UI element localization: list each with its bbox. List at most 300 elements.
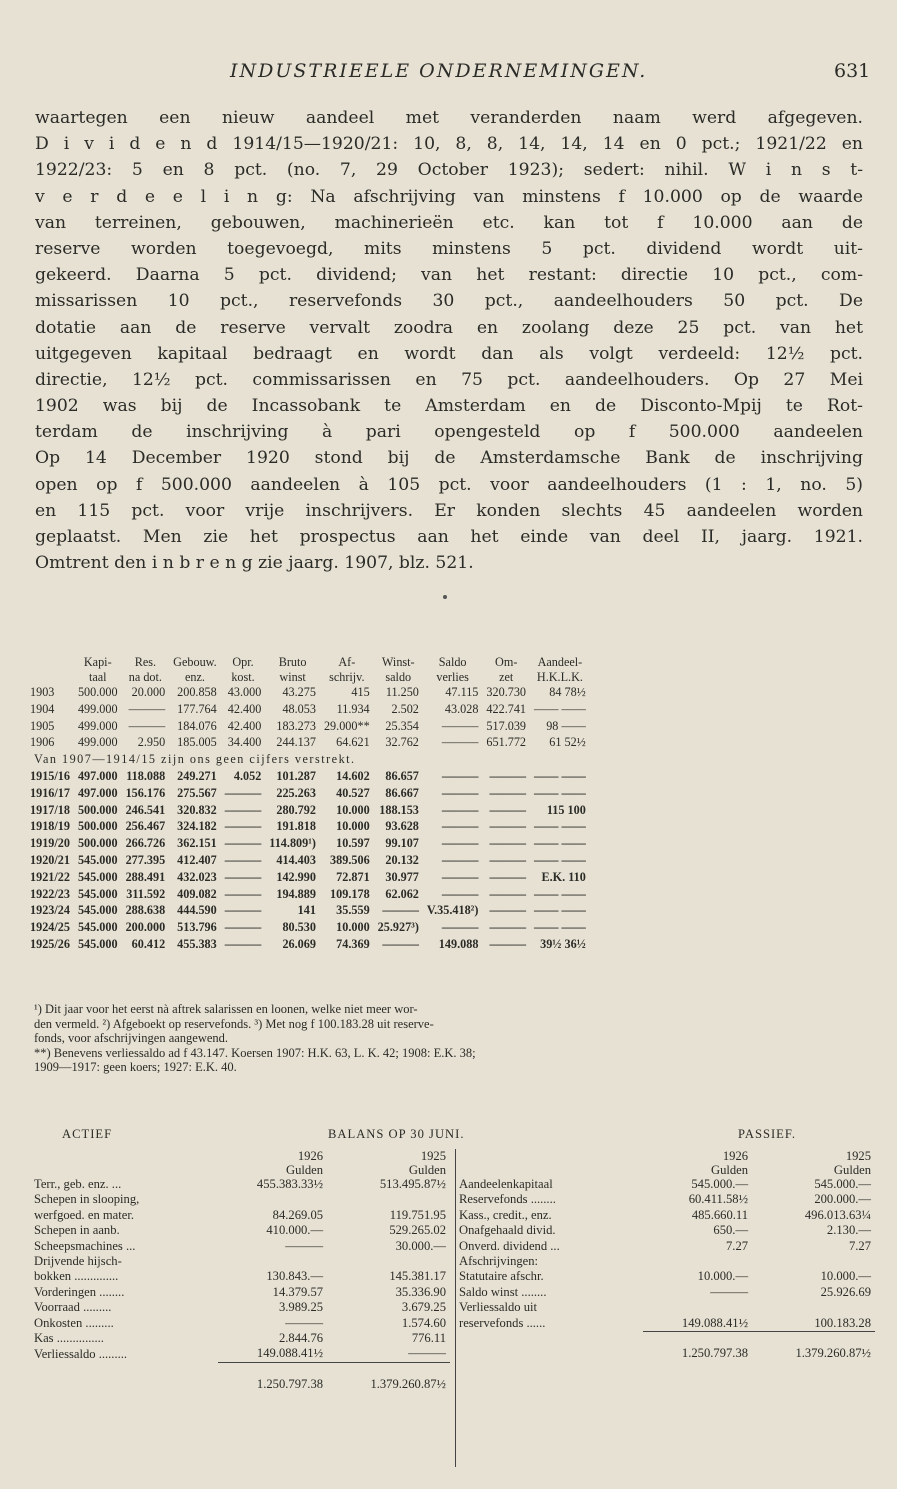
table-row	[30, 919, 590, 936]
text-line: Op 14 December 1920 stond bij de Amsterdamsche Bank de inschrijving	[35, 448, 863, 469]
table-row	[30, 818, 590, 835]
table-cell: ———	[441, 768, 479, 783]
balance-amount: 14.379.57	[272, 1284, 324, 1299]
table-cell: 444.590	[177, 903, 217, 918]
table-cell: 545.000	[77, 920, 118, 935]
text-line: reserve worden toegevoegd, mits minstens 5 pct. dividend wordt uit-	[35, 238, 863, 259]
table-row	[30, 936, 590, 953]
table-cell: 86.667	[385, 785, 419, 800]
year-cell: 1906	[30, 735, 55, 750]
balance-label: Saldo winst ........	[459, 1284, 547, 1299]
table-cell: 517.039	[486, 718, 527, 733]
balance-amount: 35.336.90	[395, 1284, 446, 1299]
year-cell: 1925/26	[30, 936, 70, 951]
balance-amount: 60.411.58½	[688, 1192, 749, 1207]
table-cell: 10.597	[336, 836, 370, 851]
table-cell: 10.000	[336, 802, 370, 817]
text-line: uitgegeven kapitaal bedraagt en wordt dan als volgt verdeeld: 12½ pct.	[35, 343, 863, 364]
balance-label: Scheepsmachines ...	[34, 1238, 136, 1253]
table-cell: 266.726	[125, 836, 166, 851]
balance-amount	[643, 1254, 752, 1269]
table-cell: 2.502	[391, 701, 419, 716]
balance-amount: 7.27	[726, 1238, 749, 1253]
balance-amount: 149.088.41½	[256, 1346, 324, 1361]
table-cell: 497.000	[77, 785, 118, 800]
table-cell: ———	[441, 886, 479, 901]
table-cell: 25.927³)	[377, 920, 419, 935]
balance-label: werfgoed. en mater.	[34, 1207, 135, 1222]
table-cell: 545.000	[77, 936, 118, 951]
table-cell: ———	[489, 869, 527, 884]
table-cell: 280.792	[276, 802, 316, 817]
table-cell: 500.000	[77, 802, 118, 817]
table-gap-row	[30, 751, 590, 768]
text-line: 1902 was bij de Incassobank te Amsterdam en de Disconto-Mpij te Rot-	[35, 396, 863, 417]
table-cell: 114.809¹)	[269, 836, 316, 851]
balance-row	[455, 1285, 875, 1300]
table-cell: ———	[489, 768, 527, 783]
table-cell: 26.069	[282, 936, 316, 951]
table-row	[30, 835, 590, 852]
table-cell: 320.832	[177, 802, 217, 817]
balance-amount: 545.000.—	[814, 1177, 871, 1191]
balance-row	[30, 1316, 450, 1331]
year-cell: 1924/25	[30, 920, 70, 935]
balance-sheet	[30, 1127, 870, 1392]
table-cell: 184.076	[177, 718, 217, 733]
table-cell: ———	[224, 852, 262, 867]
table-cell: ———	[441, 718, 479, 733]
table-cell: 194.889	[276, 886, 316, 901]
balance-label: Verliessaldo uit	[459, 1300, 537, 1315]
table-cell: 98 ——	[546, 718, 586, 733]
balance-label: Kass., credit., enz.	[459, 1207, 552, 1222]
table-cell: 86.657	[385, 768, 419, 783]
table-cell: 545.000	[77, 852, 118, 867]
balance-amount: 545.000.—	[691, 1177, 749, 1191]
table-cell: 185.005	[177, 735, 217, 750]
balance-label: Voorraad .........	[34, 1300, 112, 1315]
table-cell: 256.467	[125, 819, 166, 834]
col-header: Kapi- taal	[83, 655, 112, 684]
table-cell: 499.000	[77, 701, 118, 716]
table-cell: 20.132	[385, 852, 419, 867]
table-cell: 149.088	[438, 936, 479, 951]
table-cell: 275.567	[177, 785, 217, 800]
balance-row	[455, 1177, 875, 1192]
table-cell: 20.000	[131, 685, 166, 699]
table-cell: 422.741	[486, 701, 527, 716]
table-cell: 200.000	[125, 920, 166, 935]
table-cell: 545.000	[77, 886, 118, 901]
balance-row	[30, 1346, 450, 1362]
table-header-row	[30, 655, 590, 684]
table-cell: ———	[224, 920, 262, 935]
balance-row	[455, 1254, 875, 1269]
passief-heading: PASSIEF.	[738, 1127, 796, 1141]
text-line: dotatie aan de reserve vervalt zoodra en zoolang deze 25 pct. van het	[35, 317, 863, 338]
table-cell: 362.151	[177, 836, 217, 851]
table-cell: 324.182	[177, 819, 217, 834]
balance-label: reservefonds ......	[459, 1315, 546, 1330]
table-cell: ———	[224, 886, 262, 901]
table-cell: 101.287	[276, 768, 316, 783]
table-cell: 200.858	[177, 685, 217, 699]
table-cell: ———	[224, 785, 262, 800]
text-line: Omtrent den i n b r e n g zie jaarg. 1907, blz. 521.	[35, 553, 474, 574]
year-cell: 1919/20	[30, 836, 70, 851]
table-cell: ———	[489, 936, 527, 951]
text-line: en 115 pct. voor vrije inschrijvers. Er konden slechts 45 aandeelen worden	[35, 500, 863, 521]
balance-label: Drijvende hijsch-	[34, 1254, 122, 1269]
year-cell: 1921/22	[30, 869, 70, 884]
balance-amount	[752, 1300, 875, 1315]
balance-amount: 10.000.—	[820, 1269, 871, 1284]
year-cell: 1923/24	[30, 903, 70, 918]
table-cell: ———	[489, 802, 527, 817]
table-cell: 35.559	[336, 903, 370, 918]
table-cell: 30.977	[385, 869, 419, 884]
table-cell: 42.400	[227, 718, 262, 733]
text-line: v e r d e e l i n g: Na afschrijving van minstens f 10.000 op de waarde	[35, 186, 863, 207]
balance-amount: 455.383.33½	[256, 1177, 324, 1191]
col-header: Om- zet	[495, 655, 518, 684]
footnote-line: fonds, voor afschrijvingen aangewend.	[34, 1031, 229, 1046]
table-cell: 499.000	[77, 718, 118, 733]
balance-row	[455, 1300, 875, 1315]
unit-header: Gulden	[833, 1163, 871, 1177]
table-row	[30, 768, 590, 785]
table-cell: 11.250	[385, 685, 419, 699]
balance-amount: 30.000.—	[395, 1238, 446, 1253]
balance-row	[30, 1331, 450, 1346]
table-cell: ———	[489, 886, 527, 901]
table-cell: ———	[489, 785, 527, 800]
balance-total: 1.379.260.87½	[752, 1332, 875, 1362]
col-header: Res. na dot.	[128, 655, 162, 684]
table-cell: 156.176	[125, 785, 166, 800]
balance-row	[30, 1223, 450, 1238]
balance-label: Aandeelenkapitaal	[459, 1177, 553, 1191]
table-cell: 497.000	[77, 768, 118, 783]
balance-amount: 410.000.—	[266, 1223, 324, 1238]
table-cell: 48.053	[282, 701, 316, 716]
text-line: D i v i d e n d 1914/15—1920/21: 10, 8, 8, 14, 14, 14 en 0 pct.; 1921/22 en	[35, 134, 863, 155]
table-cell: ———	[224, 802, 262, 817]
text-line: open op f 500.000 aandeelen à 105 pct. voor aandeelhouders (1 : 1, no. 5)	[35, 474, 863, 495]
table-row	[30, 802, 590, 819]
table-cell: ———	[441, 802, 479, 817]
table-cell: ———	[441, 869, 479, 884]
balance-label: bokken ..............	[34, 1269, 119, 1284]
table-cell: 246.541	[125, 802, 166, 817]
balance-amount: 7.27	[848, 1238, 871, 1253]
table-cell: 288.491	[125, 869, 166, 884]
table-cell: 47.115	[445, 685, 479, 699]
table-cell: 432.023	[177, 869, 217, 884]
footnote-line: 1909—1917: geen koers; 1927: E.K. 40.	[34, 1060, 237, 1075]
table-cell: ———	[128, 718, 166, 733]
balance-total-row	[455, 1332, 875, 1362]
year-cell: 1903	[30, 685, 55, 699]
table-cell: —— ——	[534, 836, 586, 851]
table-cell: 10.000	[336, 819, 370, 834]
table-cell: 115 100	[546, 802, 586, 817]
table-cell: ———	[441, 852, 479, 867]
table-cell: 34.400	[227, 735, 262, 750]
balance-amount: 650.—	[713, 1223, 749, 1238]
text-line: directie, 12½ pct. commissarissen en 75 pct. aandeelhouders. Op 27 Mei	[35, 369, 863, 390]
table-cell: ———	[382, 936, 419, 951]
table-row	[30, 718, 590, 735]
year-header: 1925	[845, 1149, 871, 1163]
col-header: Winst- saldo	[381, 655, 415, 684]
table-cell: 74.369	[336, 936, 370, 951]
year-header: 1926	[297, 1149, 324, 1163]
table-cell: 545.000	[77, 869, 118, 884]
table-cell: ———	[489, 819, 527, 834]
balance-label: Verliessaldo .........	[34, 1346, 128, 1361]
table-cell: ———	[224, 903, 262, 918]
text-line: missarissen 10 pct., reservefonds 30 pct., aandeelhouders 50 pct. De	[35, 291, 863, 312]
balance-amount: 1.574.60	[401, 1315, 446, 1330]
balance-amount: ———	[285, 1238, 324, 1253]
table-cell: 320.730	[486, 685, 527, 699]
balance-amount: ———	[710, 1284, 749, 1299]
footnote-line: **) Benevens verliessaldo ad f 43.147. Koersen 1907: H.K. 63, L. K. 42; 1908: E.K. 38;	[34, 1045, 476, 1060]
table-cell: 500.000	[77, 836, 118, 851]
balance-label: Statutaire afschr.	[459, 1269, 544, 1284]
table-cell: 183.273	[276, 718, 316, 733]
balance-amount: 529.265.02	[389, 1223, 446, 1238]
table-cell: ———	[224, 869, 262, 884]
table-cell: —— ——	[534, 785, 586, 800]
table-cell: 191.818	[276, 819, 316, 834]
balance-amount: 100.183.28	[814, 1315, 871, 1330]
text-line: terdam de inschrijving à pari opengesteld op f 500.000 aandeelen	[35, 422, 863, 443]
balance-label: Onkosten .........	[34, 1315, 114, 1330]
year-cell: 1916/17	[30, 785, 70, 800]
table-cell: —— ——	[534, 886, 586, 901]
table-cell: —— ——	[534, 903, 586, 918]
table-cell: V.35.418²)	[426, 903, 479, 918]
table-cell: ———	[441, 836, 479, 851]
table-cell: 414.403	[276, 852, 316, 867]
balance-total-row	[30, 1362, 450, 1392]
table-cell: 455.383	[177, 936, 217, 951]
actief-heading: ACTIEF	[62, 1127, 113, 1141]
balance-amount	[218, 1254, 327, 1269]
table-cell: 412.407	[177, 852, 217, 867]
footnote-line: ¹) Dit jaar voor het eerst nà aftrek salarissen en loonen, welke niet meer wor-	[34, 1002, 418, 1016]
balance-row	[30, 1254, 450, 1269]
table-cell: —— ——	[534, 852, 586, 867]
table-cell: 61 52½	[549, 735, 586, 750]
balance-amount: 2.130.—	[826, 1223, 871, 1238]
table-cell: 80.530	[282, 920, 316, 935]
col-header: Saldo verlies	[436, 655, 469, 684]
table-cell: ———	[441, 819, 479, 834]
table-cell: ———	[382, 903, 419, 918]
balance-total: 1.250.797.38	[218, 1362, 327, 1392]
balance-amount	[643, 1300, 752, 1315]
table-cell: —— ——	[534, 701, 586, 716]
balance-amount	[752, 1254, 875, 1269]
table-cell: ———	[441, 920, 479, 935]
table-cell: 288.638	[125, 903, 166, 918]
col-header: Af- schrijv.	[329, 655, 365, 684]
table-cell: ———	[128, 701, 166, 716]
col-header: Gebouw. enz.	[173, 655, 217, 684]
table-cell: 43.275	[282, 685, 316, 699]
table-cell: 43.028	[444, 701, 479, 716]
table-cell: —— ——	[534, 768, 586, 783]
table-cell: E.K. 110	[541, 869, 586, 884]
table-cell: ———	[224, 836, 262, 851]
table-cell: 500.000	[77, 819, 118, 834]
year-header: 1925	[420, 1149, 446, 1163]
balance-amount: ———	[285, 1315, 324, 1330]
balance-amount: 3.679.25	[401, 1300, 446, 1315]
passief-side	[455, 1149, 875, 1392]
balance-row	[455, 1269, 875, 1284]
balance-amount: 513.495.87½	[379, 1177, 446, 1191]
actief-side	[30, 1149, 450, 1392]
table-cell: 545.000	[77, 903, 118, 918]
balance-row	[30, 1239, 450, 1254]
year-cell: 1904	[30, 701, 55, 716]
balance-row	[455, 1208, 875, 1223]
balance-amount: 119.751.95	[389, 1207, 446, 1222]
balance-label: Vorderingen ........	[34, 1284, 125, 1299]
table-cell: 10.000	[336, 920, 370, 935]
table-cell: ———	[441, 785, 479, 800]
table-cell: 415	[351, 685, 370, 699]
table-cell: ———	[489, 836, 527, 851]
year-cell: 1917/18	[30, 802, 70, 817]
balance-label: Terr., geb. enz. ...	[34, 1177, 122, 1191]
table-cell: 2.950	[137, 735, 166, 750]
results-table	[30, 655, 590, 953]
balance-row	[30, 1177, 450, 1192]
table-row	[30, 701, 590, 718]
footnotes	[34, 1002, 864, 1075]
col-header: Aandeel- H.K.L.K.	[536, 655, 583, 684]
table-cell: 500.000	[77, 685, 118, 699]
balance-total: 1.379.260.87½	[327, 1362, 450, 1392]
table-cell: 118.088	[126, 768, 166, 783]
table-cell: —— ——	[534, 819, 586, 834]
page-number: 631	[834, 60, 871, 82]
table-cell: 32.762	[385, 735, 419, 750]
text-line: 1922/23: 5 en 8 pct. (no. 7, 29 October 1923); sedert: nihil. W i n s t-	[35, 160, 863, 181]
balance-row	[455, 1239, 875, 1254]
table-cell: 42.400	[227, 701, 262, 716]
year-cell: 1918/19	[30, 819, 70, 834]
table-cell: 25.354	[385, 718, 419, 733]
table-cell: 142.990	[276, 869, 316, 884]
balance-label: Afschrijvingen:	[459, 1254, 539, 1269]
body-paragraph	[35, 105, 863, 576]
table-cell: 188.153	[379, 802, 419, 817]
balance-amount	[327, 1192, 450, 1207]
balance-row	[30, 1208, 450, 1223]
table-cell: 277.395	[125, 852, 166, 867]
balance-amount: 776.11	[411, 1331, 446, 1346]
unit-header: Gulden	[408, 1163, 446, 1177]
year-cell: 1922/23	[30, 886, 70, 901]
unit-header: Gulden	[710, 1163, 749, 1177]
table-cell: 14.602	[336, 768, 370, 783]
balance-label: Kas ...............	[34, 1331, 104, 1346]
table-cell: 39½ 36½	[540, 936, 586, 951]
balance-amount	[218, 1192, 327, 1207]
year-cell: 1920/21	[30, 852, 70, 867]
text-line: gekeerd. Daarna 5 pct. dividend; van het restant: directie 10 pct., com-	[35, 265, 863, 286]
table-cell: 62.062	[385, 886, 419, 901]
table-cell: —— ——	[534, 920, 586, 935]
balance-amount: 485.660.11	[691, 1207, 749, 1222]
balance-label: Reservefonds ........	[459, 1192, 556, 1207]
table-row	[30, 734, 590, 751]
table-cell: 177.764	[177, 701, 217, 716]
table-cell: ———	[441, 735, 479, 750]
table-cell: ———	[224, 936, 262, 951]
table-row	[30, 684, 590, 701]
balance-amount: 84.269.05	[272, 1207, 324, 1222]
table-cell: 409.082	[177, 886, 217, 901]
table-row	[30, 886, 590, 903]
balance-amount	[327, 1254, 450, 1269]
balance-row	[30, 1285, 450, 1300]
text-line: van terreinen, gebouwen, machinerieën etc. kan tot f 10.000 aan de	[35, 212, 863, 233]
running-title: INDUSTRIEELE ONDERNEMINGEN.	[230, 60, 648, 82]
table-cell: 60.412	[131, 936, 166, 951]
table-cell: 72.871	[336, 869, 370, 884]
table-cell: 84 78½	[549, 685, 586, 699]
table-cell: 389.506	[330, 852, 370, 867]
table-cell: 225.263	[276, 785, 316, 800]
table-cell: 43.000	[227, 685, 262, 699]
year-cell: 1905	[30, 718, 55, 733]
balance-title: BALANS OP 30 JUNI.	[328, 1127, 465, 1141]
year-header: 1926	[722, 1149, 749, 1163]
table-cell: 109.178	[330, 886, 370, 901]
table-row	[30, 852, 590, 869]
balance-label: Onverd. dividend ...	[459, 1238, 560, 1253]
balance-label: Onafgehaald divid.	[459, 1223, 556, 1238]
table-row	[30, 869, 590, 886]
balance-label: Schepen in aanb.	[34, 1223, 120, 1238]
balance-row	[455, 1223, 875, 1238]
table-cell: 64.621	[336, 735, 370, 750]
table-cell: 40.527	[336, 785, 370, 800]
gap-note: Van 1907—1914/15 zijn ons geen cijfers verstrekt.	[34, 752, 356, 767]
balance-amount: 145.381.17	[389, 1269, 446, 1284]
page-header	[0, 60, 897, 88]
table-cell: ———	[489, 903, 527, 918]
table-row	[30, 902, 590, 919]
balance-row	[30, 1269, 450, 1284]
balance-row	[30, 1192, 450, 1207]
text-line: geplaatst. Men zie het prospectus aan het einde van deel II, jaarg. 1921.	[35, 527, 863, 547]
table-cell: 29.000**	[323, 718, 370, 733]
table-cell: 249.271	[177, 768, 217, 783]
col-header: Opr. kost.	[231, 655, 255, 684]
footnote-line: den vermeld. ²) Afgeboekt op reservefonds. ³) Met nog f 100.183.28 uit reserve-	[34, 1016, 434, 1031]
balance-amount: 10.000.—	[697, 1269, 749, 1284]
balance-total: 1.250.797.38	[643, 1332, 752, 1362]
